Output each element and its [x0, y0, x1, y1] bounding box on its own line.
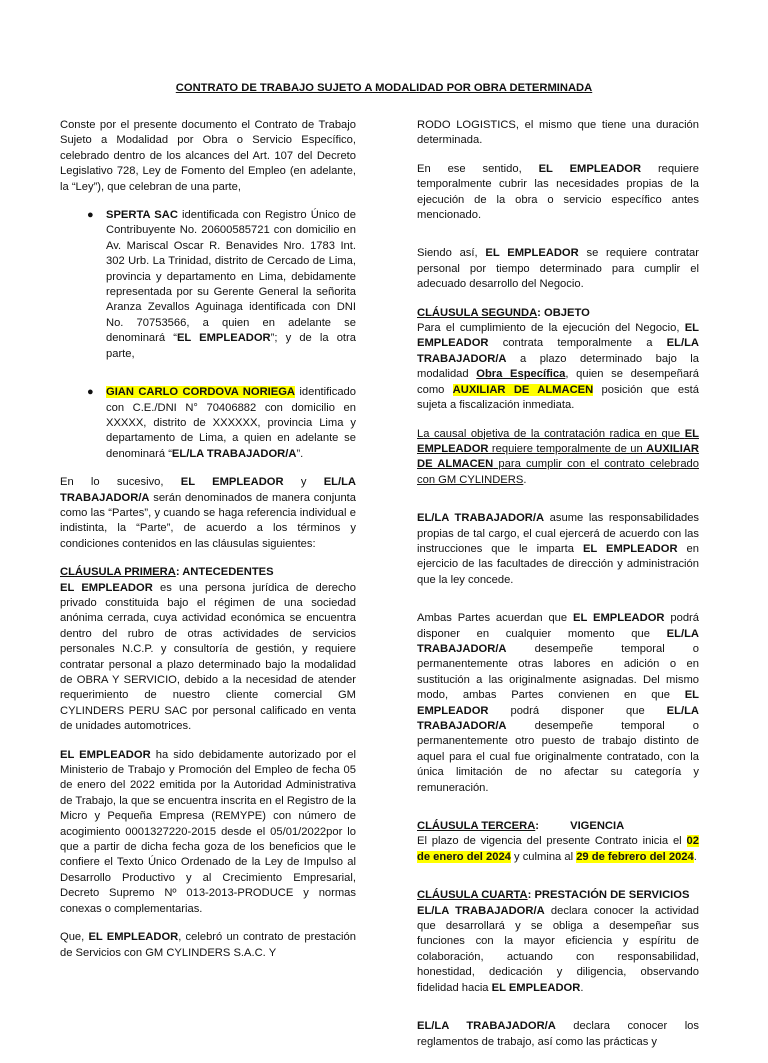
objective-cause-paragraph: La causal objetiva de la contratación radica en que EL EMPLEADOR requiere temporalmente de un AUXILIAR DE ALMACEN para cumplir con el contrato celebrado con GM CYLINDERS.	[417, 427, 699, 486]
intro-paragraph: Conste por el presente documento el Contrato de Trabajo Sujeto a Modalidad por Obra o Servicio Específico, celebrado dentro de los alcances del Art. 107 del Decreto Legislativo 728, Ley de Fomento del Empleo (en adelante, la “Ley”), que celebran de una parte,	[60, 119, 356, 193]
authorization-paragraph: EL EMPLEADOR ha sido debidamente autorizado por el Ministerio de Trabajo y Promoción del Empleo de fecha 05 de enero del 2022 emitida por la Autoridad Administrativa de Trabajo, la que se encuentra inscrita en el Registro de la Micro y Pequeña Empresa (REMYPE) con número de acogimiento 0001327220-2015 desde el 05/01/2022por lo que a partir de dicha fecha goza de los beneficios que le confiere el Texto Único Ordenado de la Ley de Impulso al Desarrollo Productivo y al Crecimiento Empresarial, Decreto Supremo Nº 013-2013-PRODUCE y normas conexas o complementarias.	[60, 748, 356, 915]
reassignment-paragraph: Ambas Partes acuerdan que EL EMPLEADOR podrá disponer en cualquier momento que EL/LA TRABAJADOR/A desempeñe temporal o permanentemente otras labores en adición o en sustitución a las originalmente asignadas. Del mismo modo, ambas Partes convienen en que EL EMPLEADOR podrá disponer que EL/LA TRABAJADOR/A desempeñe temporal o permanentemente otro puesto de trabajo distinto de aquel para el cual fue originalmente contratado, con la única limitación de no afectar su categoría y remuneración.	[417, 612, 700, 794]
party-worker-item: ● GIAN CARLO CORDOVA NORIEGA identificado con C.E./DNI N° 70406882 con domicilio en XXXXX, distrito de XXXXXX, provincia Lima y departamento de Lima, a quien en adelante se denominará “EL/LA TRABAJADOR/A”.	[87, 386, 356, 460]
start-date-highlight: 02 de enero del 2024	[417, 835, 699, 863]
bullet-icon: ●	[87, 209, 94, 222]
clause-second-heading: CLÁUSULA SEGUNDA: OBJETO	[417, 306, 590, 319]
contract-paragraph: Que, EL EMPLEADOR, celebró un contrato de prestación de Servicios con GM CYLINDERS S.A.C. Y	[60, 931, 356, 959]
regulations-paragraph: EL/LA TRABAJADOR/A declara conocer los reglamentos de trabajo, así como las prácticas y	[417, 1020, 699, 1048]
hiring-paragraph: Siendo así, EL EMPLEADOR se requiere contratar personal por tiempo determinado para cumplir el adecuado desarrollo del Negocio.	[417, 247, 699, 291]
continuation-paragraph: RODO LOGISTICS, el mismo que tiene una duración determinada.	[417, 119, 699, 147]
clause-first-heading: CLÁUSULA PRIMERA: ANTECEDENTES	[60, 566, 274, 579]
clause-third-paragraph: El plazo de vigencia del presente Contrato inicia el 02 de enero del 2024 y culmina al 29 de febrero del 2024.	[417, 835, 699, 863]
clause-second-paragraph: Para el cumplimiento de la ejecución del Negocio, EL EMPLEADOR contrata temporalmente a EL/LA TRABAJADOR/A a plazo determinado bajo la modalidad Obra Específica, quien se desempeñará como AUXILIAR DE ALMACEN posición que está sujeta a fiscalización inmediata.	[417, 322, 699, 412]
clause-first-paragraph: EL EMPLEADOR es una persona jurídica de derecho privado constituida bajo el régimen de una sociedad anónima cerrada, cuya actividad económica se encuentra dentro del rubro de otras actividades de servicios personales N.C.P. y consultoría de gestión, y requiere contratar personal a plazo determinado bajo la modalidad de OBRA Y SERVICIO, debido a la necesidad de atender requerimiento de nuestro cliente comercial GM CYLINDERS PERU SAC por personal calificado en venta de unidades automotrices.	[60, 581, 356, 733]
clause-third-heading: CLÁUSULA TERCERA: VIGENCIA	[417, 820, 625, 833]
worker-name: GIAN CARLO CORDOVA NORIEGA	[106, 386, 296, 399]
end-date-highlight: 29 de febrero del 2024	[576, 850, 694, 863]
party-employer-item: ● SPERTA SAC identificada con Registro Único de Contribuyente No. 20600585721 con domicilio en Av. Mariscal Oscar R. Benavides Nro. 1783 Int. 302 Urb. La Trinidad, distrito de Cercado de Lima, provincia y departamento en Lima, debidamente representada por su Gerente General la señorita Aranza Zevallos Aguinaga identificada con DNI No. 70753566, a quien en adelante se denominará “EL EMPLEADOR”; y de la otra parte,	[87, 209, 356, 360]
position-highlight: AUXILIAR DE ALMACEN	[452, 383, 594, 396]
responsibilities-paragraph: EL/LA TRABAJADOR/A asume las responsabilidades propias de tal cargo, el cual ejercerá de acuerdo con las instrucciones que le imparta EL EMPLEADOR en ejercicio de las facultades de dirección y administración que la ley concede.	[417, 512, 700, 586]
parties-paragraph: En lo sucesivo, EL EMPLEADOR y EL/LA TRABAJADOR/A serán denominados de manera conjunta como las “Partes”, y cuando se haga referencia individual e indistinta, la “Parte”, de acuerdo a los términos y condiciones contenidos en las cláusulas siguientes:	[60, 476, 357, 550]
right-column	[417, 118, 699, 1063]
document-title: CONTRATO DE TRABAJO SUJETO A MODALIDAD POR OBRA DETERMINADA	[175, 82, 593, 94]
requirement-paragraph: En ese sentido, EL EMPLEADOR requiere temporalmente cubrir las necesidades propias de la ejecución de la obra o servicio específico antes mencionado.	[417, 162, 700, 222]
clause-fourth-heading: CLÁUSULA CUARTA: PRESTACIÓN DE SERVICIOS	[417, 889, 690, 902]
bullet-icon: ●	[87, 386, 94, 399]
left-column	[60, 118, 356, 974]
employer-name: SPERTA SAC	[106, 209, 178, 222]
clause-fourth-paragraph: EL/LA TRABAJADOR/A declara conocer la actividad que desarrollará y se obliga a desempeñar sus funciones con la mayor eficiencia y espíritu de colaboración, actuando con responsabilidad, honestidad, dedicación y diligencia, observando fidelidad hacia EL EMPLEADOR.	[417, 904, 699, 994]
